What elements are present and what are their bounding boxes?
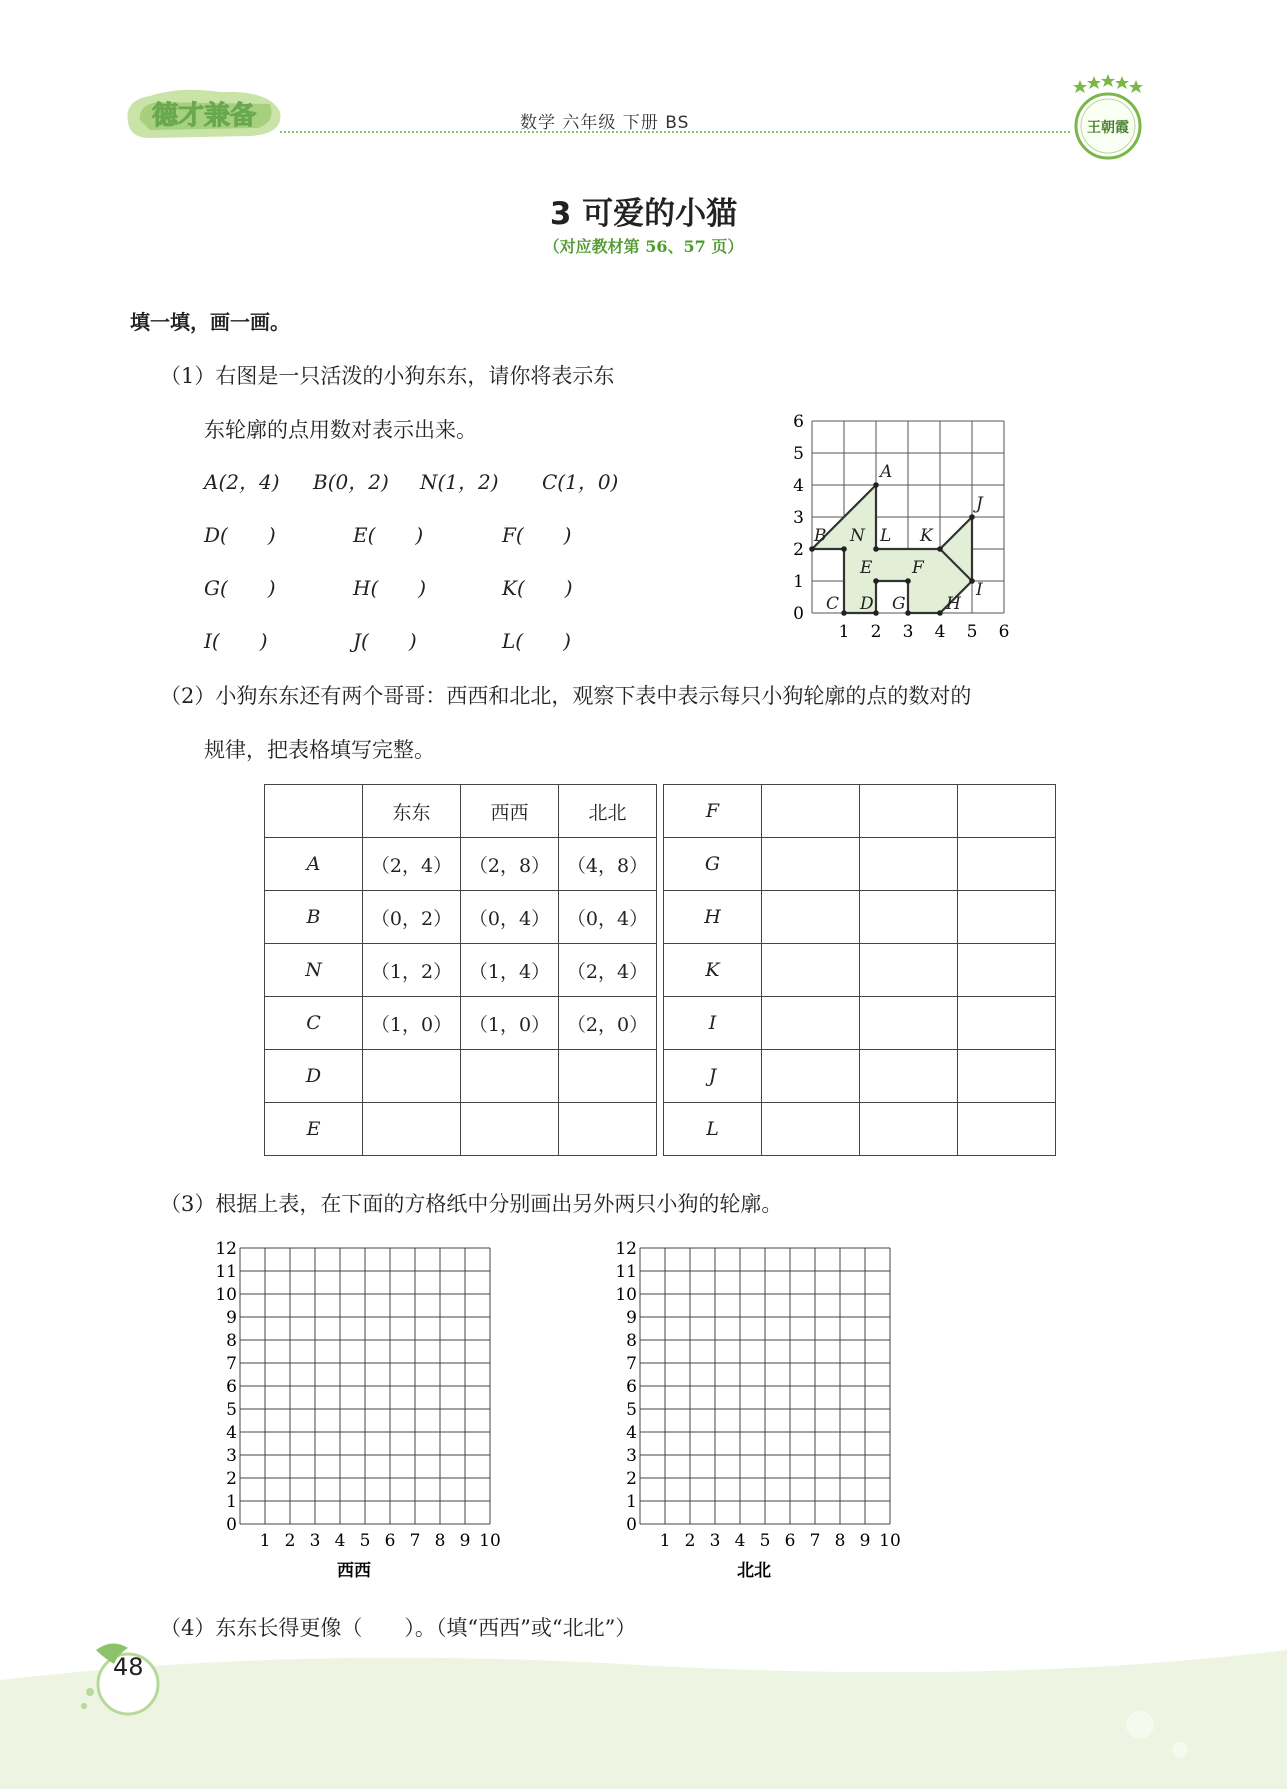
x-tick-label: 4	[934, 622, 946, 642]
table-cell[interactable]	[461, 1050, 559, 1103]
table-separator	[657, 891, 664, 944]
table-cell[interactable]	[958, 838, 1056, 891]
y-tick-label: 5	[226, 1400, 237, 1420]
point-name-cell: J	[664, 1050, 762, 1103]
y-tick-label: 11	[615, 1262, 637, 1282]
point-c	[841, 610, 847, 616]
table-cell: （0，2）	[363, 891, 461, 944]
table-cell: （0，4）	[559, 891, 657, 944]
table-cell[interactable]	[860, 997, 958, 1050]
point-label-e: E	[860, 558, 873, 578]
table-cell[interactable]	[363, 1103, 461, 1156]
blank-d[interactable]: D( )	[204, 523, 276, 547]
point-label-j: J	[976, 494, 983, 514]
x-tick-label: 5	[359, 1531, 371, 1551]
y-tick-label: 2	[793, 540, 804, 560]
point-name-cell: B	[265, 891, 363, 944]
y-tick-label: 3	[626, 1446, 637, 1466]
table-separator	[657, 944, 664, 997]
y-tick-label: 1	[226, 1492, 237, 1512]
point-label-k: K	[920, 526, 933, 546]
y-tick-label: 11	[215, 1262, 237, 1282]
point-name-cell: G	[664, 838, 762, 891]
point-name-cell: E	[265, 1103, 363, 1156]
table-cell[interactable]	[762, 1103, 860, 1156]
origin-label: 0	[793, 604, 804, 624]
x-tick-label: 6	[384, 1531, 396, 1551]
y-tick-label: 5	[793, 444, 804, 464]
point-name-cell: F	[664, 785, 762, 838]
point-name-cell: L	[664, 1103, 762, 1156]
point-j	[969, 514, 975, 520]
table-cell[interactable]	[860, 1050, 958, 1103]
x-tick-label: 7	[809, 1531, 821, 1551]
point-b	[809, 546, 815, 552]
point-a	[873, 482, 879, 488]
coordinate-table	[264, 784, 1056, 1156]
section-heading: 填一填，画一画。	[130, 310, 290, 334]
x-tick-label: 10	[879, 1531, 901, 1551]
table-cell[interactable]	[762, 785, 860, 838]
point-k	[937, 546, 943, 552]
y-tick-label: 12	[215, 1239, 237, 1259]
grid-beibei[interactable]	[600, 1238, 910, 1578]
table-cell[interactable]	[958, 891, 1056, 944]
blank-j[interactable]: J( )	[353, 629, 417, 653]
point-d	[873, 610, 879, 616]
footer-decoration	[0, 1640, 1287, 1789]
y-tick-label: 10	[615, 1285, 637, 1305]
table-cell[interactable]	[363, 1050, 461, 1103]
point-b: B(0，2)	[313, 470, 389, 494]
blank-e[interactable]: E( )	[353, 523, 424, 547]
table-row	[265, 891, 1056, 944]
point-label-h: H	[946, 594, 961, 614]
table-cell: （1，0）	[461, 997, 559, 1050]
table-cell[interactable]	[958, 1103, 1056, 1156]
point-label-f: F	[912, 558, 924, 578]
point-n	[841, 546, 847, 552]
table-cell[interactable]	[958, 997, 1056, 1050]
y-tick-label: 8	[226, 1331, 237, 1351]
x-tick-label: 7	[409, 1531, 421, 1551]
header-divider	[280, 131, 1070, 133]
table-separator	[657, 838, 664, 891]
table-cell: （2，8）	[461, 838, 559, 891]
x-tick-label: 8	[834, 1531, 846, 1551]
point-name-cell: K	[664, 944, 762, 997]
table-cell[interactable]	[762, 997, 860, 1050]
x-tick-label: 9	[459, 1531, 471, 1551]
table-row	[265, 785, 1056, 838]
x-tick-label: 8	[434, 1531, 446, 1551]
table-cell: （2，4）	[559, 944, 657, 997]
point-n: N(1，2)	[420, 470, 499, 494]
table-cell: （1，4）	[461, 944, 559, 997]
table-cell[interactable]	[860, 838, 958, 891]
table-cell[interactable]	[762, 944, 860, 997]
y-tick-label: 3	[793, 508, 804, 528]
point-label-n: N	[850, 526, 865, 546]
table-header-cell	[265, 785, 363, 838]
y-tick-label: 6	[226, 1377, 237, 1397]
y-tick-label: 7	[626, 1354, 637, 1374]
grid-xixi[interactable]	[200, 1238, 510, 1578]
table-row	[265, 838, 1056, 891]
q1-line1: （1）右图是一只活泼的小狗东东，请你将表示东	[160, 364, 615, 388]
y-tick-label: 2	[626, 1469, 637, 1489]
table-cell: （2，4）	[363, 838, 461, 891]
header-subject: 数学 六年级 下册 BS	[520, 113, 690, 133]
table-cell[interactable]	[860, 785, 958, 838]
y-tick-label: 9	[626, 1308, 637, 1328]
q3-text: （3）根据上表，在下面的方格纸中分别画出另外两只小狗的轮廓。	[160, 1192, 783, 1216]
table-cell[interactable]	[958, 944, 1056, 997]
table-cell: （2，0）	[559, 997, 657, 1050]
q1-line2: 东轮廓的点用数对表示出来。	[204, 418, 477, 442]
point-name-cell: D	[265, 1050, 363, 1103]
table-cell: （1，0）	[363, 997, 461, 1050]
y-tick-label: 2	[226, 1469, 237, 1489]
table-cell: （1，2）	[363, 944, 461, 997]
table-cell[interactable]	[762, 891, 860, 944]
table-row	[265, 1050, 1056, 1103]
table-cell[interactable]	[559, 1050, 657, 1103]
y-tick-label: 4	[226, 1423, 237, 1443]
page-number: 48	[113, 1653, 144, 1681]
x-tick-label: 10	[479, 1531, 501, 1551]
y-tick-label: 7	[226, 1354, 237, 1374]
x-tick-label: 6	[784, 1531, 796, 1551]
blank-i[interactable]: I( )	[204, 629, 268, 653]
table-cell[interactable]	[762, 1050, 860, 1103]
y-tick-label: 12	[615, 1239, 637, 1259]
y-tick-label: 1	[626, 1492, 637, 1512]
table-cell: （0，4）	[461, 891, 559, 944]
x-tick-label: 4	[334, 1531, 346, 1551]
blank-k[interactable]: K( )	[502, 576, 573, 600]
table-header-cell: 北北	[559, 785, 657, 838]
x-tick-label: 9	[859, 1531, 871, 1551]
table-separator	[657, 1103, 664, 1156]
badge-text: 德才兼备	[151, 101, 257, 131]
grid-caption: 北北	[737, 1561, 771, 1578]
point-label-i: I	[976, 580, 983, 600]
point-label-d: D	[860, 594, 874, 614]
x-tick-label: 1	[259, 1531, 271, 1551]
point-e	[873, 578, 879, 584]
y-tick-label: 8	[626, 1331, 637, 1351]
point-label-g: G	[892, 594, 906, 614]
point-g	[905, 610, 911, 616]
page-subtitle: （对应教材第 56、57 页）	[543, 237, 744, 256]
point-label-a: A	[880, 462, 893, 482]
x-tick-label: 5	[759, 1531, 771, 1551]
x-tick-label: 2	[684, 1531, 696, 1551]
header-badge	[120, 82, 290, 142]
table-cell[interactable]	[958, 785, 1056, 838]
point-f	[905, 578, 911, 584]
point-h	[937, 610, 943, 616]
table-cell[interactable]	[860, 891, 958, 944]
table-separator	[657, 1050, 664, 1103]
y-tick-label: 5	[626, 1400, 637, 1420]
x-tick-label: 3	[902, 622, 914, 642]
point-label-b: B	[814, 526, 827, 546]
point-name-cell: I	[664, 997, 762, 1050]
y-tick-label: 6	[626, 1377, 637, 1397]
point-l	[873, 546, 879, 552]
x-tick-label: 1	[659, 1531, 671, 1551]
blank-g[interactable]: G( )	[204, 576, 276, 600]
table-cell[interactable]	[860, 944, 958, 997]
x-tick-label: 3	[309, 1531, 321, 1551]
table-row	[265, 1103, 1056, 1156]
x-tick-label: 5	[966, 622, 978, 642]
table-row	[265, 944, 1056, 997]
point-c: C(1，0)	[542, 470, 619, 494]
table-header-cell: 东东	[363, 785, 461, 838]
point-name-cell: H	[664, 891, 762, 944]
point-name-cell: C	[265, 997, 363, 1050]
blank-f[interactable]: F( )	[502, 523, 572, 547]
table-row	[265, 997, 1056, 1050]
x-tick-label: 2	[870, 622, 882, 642]
table-header-cell: 西西	[461, 785, 559, 838]
point-name-cell: N	[265, 944, 363, 997]
x-tick-label: 2	[284, 1531, 296, 1551]
y-tick-label: 3	[226, 1446, 237, 1466]
table-cell[interactable]	[559, 1103, 657, 1156]
y-tick-label: 9	[226, 1308, 237, 1328]
table-cell[interactable]	[762, 838, 860, 891]
x-tick-label: 1	[838, 622, 850, 642]
table-separator	[657, 785, 664, 838]
y-tick-label: 4	[626, 1423, 637, 1443]
y-tick-label: 0	[626, 1515, 637, 1535]
blank-h[interactable]: H( )	[353, 576, 427, 600]
point-label-l: L	[880, 526, 892, 546]
point-i	[969, 578, 975, 584]
table-separator	[657, 997, 664, 1050]
grid-caption: 西西	[337, 1561, 371, 1578]
table-cell[interactable]	[958, 1050, 1056, 1103]
q4-text[interactable]: （4）东东长得更像（ ）。（填“西西”或“北北”）	[160, 1616, 637, 1640]
point-label-c: C	[826, 594, 840, 614]
x-tick-label: 4	[734, 1531, 746, 1551]
y-tick-label: 4	[793, 476, 804, 496]
q2-line2: 规律，把表格填写完整。	[204, 738, 435, 762]
point-a: A(2，4)	[204, 470, 280, 494]
x-tick-label: 3	[709, 1531, 721, 1551]
x-tick-label: 6	[998, 622, 1010, 642]
page-title: 3 可爱的小猫	[549, 196, 738, 232]
dog-dongdong-grid	[790, 405, 1020, 645]
seal-text: 王朝霞	[1087, 120, 1129, 136]
table-cell[interactable]	[860, 1103, 958, 1156]
y-tick-label: 10	[215, 1285, 237, 1305]
y-tick-label: 1	[793, 572, 804, 592]
blank-l[interactable]: L( )	[502, 629, 571, 653]
y-tick-label: 6	[793, 412, 804, 432]
point-name-cell: A	[265, 838, 363, 891]
publisher-seal	[1068, 72, 1148, 170]
table-cell[interactable]	[461, 1103, 559, 1156]
y-tick-label: 0	[226, 1515, 237, 1535]
q2-line1: （2）小狗东东还有两个哥哥：西西和北北，观察下表中表示每只小狗轮廓的点的数对的	[160, 684, 972, 708]
table-cell: （4，8）	[559, 838, 657, 891]
